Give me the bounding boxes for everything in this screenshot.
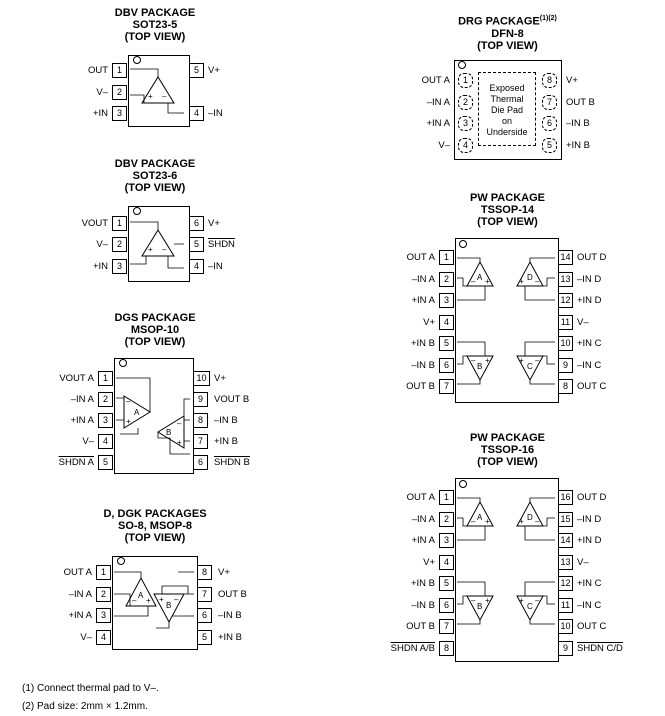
dgs-label-shdnb: SHDN B — [214, 457, 250, 468]
dso8-label-vneg: V– — [80, 632, 92, 643]
dbv5-pin-1: 1 — [112, 63, 127, 78]
dgs-pin-3: 3 — [98, 413, 113, 428]
pw16-pin-3: 3 — [439, 533, 454, 548]
dso8-label-outa: OUT A — [63, 567, 92, 578]
dbv6-label-shdn: SHDN — [208, 239, 235, 250]
dbv6-pin-4: 4 — [189, 259, 204, 274]
pw14-label-6: –IN B — [411, 359, 435, 371]
pw14-label-4: V+ — [423, 316, 435, 328]
svg-text:+: + — [148, 245, 153, 254]
svg-text:+: + — [519, 517, 524, 526]
dso8-pin-4: 4 — [96, 630, 111, 645]
pw14-label-13: –IN D — [577, 273, 602, 285]
pw14-label-3: +IN A — [411, 295, 435, 306]
pw14-pin-1: 1 — [439, 250, 454, 265]
drg-label-inb-pos: +IN B — [566, 140, 591, 151]
pw16-pin-1: 1 — [439, 490, 454, 505]
svg-text:B: B — [477, 602, 483, 611]
pw14-label-12: +IN D — [577, 295, 602, 306]
pw14-opamp-symbols — [455, 238, 557, 401]
pw16-label-7: OUT B — [406, 621, 435, 632]
svg-text:+: + — [519, 277, 524, 286]
svg-text:B: B — [477, 362, 483, 371]
svg-text:B: B — [166, 601, 172, 610]
dgs-pin-10: 10 — [193, 371, 210, 386]
dso8-pin-8: 8 — [197, 565, 212, 580]
dso8-label-ina-neg: –IN A — [68, 589, 92, 600]
svg-text:A: A — [477, 273, 483, 282]
pw16-label-10: OUT C — [577, 621, 607, 632]
pw16-pin-12: 12 — [558, 576, 573, 591]
svg-text:+: + — [148, 92, 153, 101]
dgs-label-vpos: V+ — [214, 373, 226, 384]
dgs-label-inb-neg: –IN B — [214, 415, 238, 426]
pw16-label-11: –IN C — [577, 599, 602, 611]
pw16-pin-15: 15 — [558, 512, 573, 527]
pw14-pin-9: 9 — [558, 358, 573, 373]
dso8-title: D, DGK PACKAGES SO-8, MSOP-8 (TOP VIEW) — [103, 508, 207, 544]
pw14-pin-6: 6 — [439, 358, 454, 373]
dgs-label-voutb: VOUT B — [214, 394, 250, 405]
dbv6-pin-5: 5 — [189, 237, 204, 252]
dbv6-label-inn: –IN — [208, 261, 223, 272]
dbv6-title: DBV PACKAGE SOT23-6 (TOP VIEW) — [114, 158, 196, 194]
dbv5-label-inp: +IN — [92, 108, 108, 119]
drg-pin-1: 1 — [458, 73, 473, 88]
dgs-label-ina-pos: +IN A — [70, 415, 94, 426]
pw14-pin-2: 2 — [439, 272, 454, 287]
dgs-opamp-symbols — [114, 358, 192, 472]
dgs-pin-9: 9 — [193, 392, 208, 407]
drg-pin-2: 2 — [458, 95, 473, 110]
svg-text:B: B — [166, 428, 172, 437]
pw14-pin-14: 14 — [558, 250, 573, 265]
dso8-label-inb-neg: –IN B — [218, 610, 242, 621]
dbv5-pin-5: 5 — [189, 63, 204, 78]
drg-label-ina-pos: +IN A — [426, 118, 450, 129]
exposed-thermal-pad: Exposed Thermal Die Pad on Underside — [478, 72, 536, 146]
pw16-label-1: OUT A — [406, 492, 435, 503]
dgs-pin-1: 1 — [98, 371, 113, 386]
pw14-pin-4: 4 — [439, 315, 454, 330]
svg-text:–: – — [174, 595, 179, 604]
dbv5-pin-3: 3 — [112, 106, 127, 121]
svg-text:+: + — [485, 277, 490, 286]
svg-text:–: – — [535, 277, 540, 286]
dbv6-label-vpos: V+ — [208, 218, 220, 229]
svg-text:+: + — [126, 417, 131, 426]
pw16-pin-13: 13 — [558, 555, 573, 570]
dso8-pin-3: 3 — [96, 608, 111, 623]
svg-text:–: – — [471, 596, 476, 605]
pw16-label-3: +IN A — [411, 535, 435, 546]
svg-text:+: + — [485, 517, 490, 526]
dgs-label-shdna: SHDN A — [58, 457, 94, 468]
pw16-pin-14: 14 — [558, 533, 573, 548]
dbv6-label-inp: +IN — [92, 261, 108, 272]
dgs-label-vouta: VOUT A — [59, 373, 94, 384]
pw14-label-2: –IN A — [411, 273, 435, 285]
pw16-label-4: V+ — [423, 556, 435, 568]
pw14-title: PW PACKAGE TSSOP-14 (TOP VIEW) — [470, 192, 545, 228]
svg-text:+: + — [519, 356, 524, 365]
svg-text:A: A — [134, 408, 140, 417]
drg-pin-6: 6 — [542, 116, 557, 131]
pw14-label-10: +IN C — [577, 338, 602, 349]
dbv5-label-inn: –IN — [208, 108, 223, 119]
dbv6-pin-6: 6 — [189, 216, 204, 231]
svg-text:–: – — [535, 596, 540, 605]
svg-text:+: + — [177, 438, 182, 447]
svg-text:+: + — [159, 595, 164, 604]
footnote-1: (1) Connect thermal pad to V–. — [22, 683, 159, 694]
drg-pin-4: 4 — [458, 138, 473, 153]
svg-text:–: – — [471, 356, 476, 365]
svg-text:–: – — [126, 397, 131, 406]
dgs-pin-6: 6 — [193, 455, 208, 470]
drg-label-vpos: V+ — [566, 75, 578, 86]
pw16-pin-4: 4 — [439, 555, 454, 570]
pw14-pin-8: 8 — [558, 379, 573, 394]
dso8-pin-5: 5 — [197, 630, 212, 645]
pw16-label-15: –IN D — [577, 513, 602, 525]
dgs-label-ina-neg: –IN A — [70, 394, 94, 405]
pw16-pin-5: 5 — [439, 576, 454, 591]
pw14-label-11: V– — [577, 316, 589, 328]
pw16-pin-2: 2 — [439, 512, 454, 527]
drg-pin-7: 7 — [542, 95, 557, 110]
pw16-label-14: +IN D — [577, 535, 602, 546]
dso8-label-inb-pos: +IN B — [218, 632, 243, 643]
drg-pin-5: 5 — [542, 138, 557, 153]
dbv5-label-out: OUT — [87, 65, 108, 76]
footnote-2: (2) Pad size: 2mm × 1.2mm. — [22, 701, 148, 712]
dgs-pin-4: 4 — [98, 434, 113, 449]
pw16-label-9: SHDN C/D — [577, 642, 623, 654]
dso8-pin-7: 7 — [197, 587, 212, 602]
svg-text:+: + — [519, 596, 524, 605]
pw16-label-6: –IN B — [411, 599, 435, 611]
dso8-pin-6: 6 — [197, 608, 212, 623]
svg-text:–: – — [535, 356, 540, 365]
drg-label-outb: OUT B — [566, 97, 595, 108]
pw14-pin-13: 13 — [558, 272, 573, 287]
pw16-label-5: +IN B — [410, 578, 435, 589]
dbv5-pin-2: 2 — [112, 85, 127, 100]
pw14-label-1: OUT A — [406, 252, 435, 263]
svg-text:–: – — [132, 596, 137, 605]
drg-label-vneg: V– — [438, 140, 450, 151]
svg-text:A: A — [138, 591, 144, 600]
pw16-title: PW PACKAGE TSSOP-16 (TOP VIEW) — [470, 432, 545, 468]
drg-label-outa: OUT A — [421, 75, 450, 86]
svg-text:+: + — [146, 596, 151, 605]
pw16-pin-16: 16 — [558, 490, 573, 505]
pw14-label-8: OUT C — [577, 381, 607, 392]
drg-pin-8: 8 — [542, 73, 557, 88]
pw16-opamp-symbols — [455, 478, 557, 660]
dbv6-pin-2: 2 — [112, 237, 127, 252]
dbv5-title: DBV PACKAGE SOT23-5 (TOP VIEW) — [114, 7, 196, 43]
pw16-label-8: SHDN A/B — [390, 642, 435, 654]
drg-label-inb-neg: –IN B — [566, 118, 590, 129]
svg-text:–: – — [162, 245, 167, 254]
dso8-opamp-symbols — [112, 556, 196, 648]
svg-text:C: C — [527, 602, 533, 611]
drg-title: DRG $PACKAGE^{(1)(2)}$ DFN-8 (TOP VIEW) — [458, 15, 557, 52]
dbv6-pin-3: 3 — [112, 259, 127, 274]
dbv5-pin-4: 4 — [189, 106, 204, 121]
pw16-pin-6: 6 — [439, 598, 454, 613]
dbv6-label-vneg: V– — [96, 239, 108, 250]
pw14-label-5: +IN B — [410, 338, 435, 349]
drg-label-ina-neg: –IN A — [426, 97, 450, 108]
pw14-pin-10: 10 — [558, 336, 573, 351]
pw16-label-12: +IN C — [577, 578, 602, 589]
svg-text:C: C — [527, 362, 533, 371]
dgs-pin-5: 5 — [98, 455, 113, 470]
dbv6-label-vout: VOUT — [81, 218, 108, 229]
dso8-pin-1: 1 — [96, 565, 111, 580]
dgs-pin-8: 8 — [193, 413, 208, 428]
dso8-label-ina-pos: +IN A — [68, 610, 92, 621]
svg-text:A: A — [477, 513, 483, 522]
svg-text:–: – — [162, 92, 167, 101]
pw14-pin-7: 7 — [439, 379, 454, 394]
dbv5-opamp-symbol — [128, 55, 188, 125]
pw16-label-16: OUT D — [577, 492, 607, 503]
svg-text:–: – — [471, 277, 476, 286]
pw14-pin-5: 5 — [439, 336, 454, 351]
pw16-pin-7: 7 — [439, 619, 454, 634]
dbv5-label-vpos: V+ — [208, 65, 220, 76]
dgs-label-inb-pos: +IN B — [214, 436, 239, 447]
svg-text:D: D — [527, 273, 533, 282]
pin1-marker — [458, 61, 466, 69]
dbv6-opamp-symbol — [128, 206, 188, 280]
drg-pin-3: 3 — [458, 116, 473, 131]
pw16-pin-9: 9 — [558, 641, 573, 656]
pw16-label-2: –IN A — [411, 513, 435, 525]
svg-text:–: – — [177, 419, 182, 428]
dgs-pin-7: 7 — [193, 434, 208, 449]
svg-text:–: – — [535, 517, 540, 526]
dgs-label-vneg: V– — [82, 436, 94, 447]
pw14-label-14: OUT D — [577, 252, 607, 263]
svg-text:+: + — [485, 356, 490, 365]
pw14-label-9: –IN C — [577, 359, 602, 371]
dbv6-pin-1: 1 — [112, 216, 127, 231]
svg-text:–: – — [471, 517, 476, 526]
pw14-pin-11: 11 — [558, 315, 573, 330]
svg-text:D: D — [527, 513, 533, 522]
dgs-pin-2: 2 — [98, 392, 113, 407]
pw14-pin-12: 12 — [558, 293, 573, 308]
pw14-label-7: OUT B — [406, 381, 435, 392]
dbv5-label-vneg: V– — [96, 87, 108, 98]
pw16-pin-11: 11 — [558, 598, 573, 613]
pw14-pin-3: 3 — [439, 293, 454, 308]
dso8-pin-2: 2 — [96, 587, 111, 602]
pw16-pin-10: 10 — [558, 619, 573, 634]
dgs-title: DGS PACKAGE MSOP-10 (TOP VIEW) — [114, 312, 196, 348]
pw16-label-13: V– — [577, 556, 589, 568]
pw16-pin-8: 8 — [439, 641, 454, 656]
dso8-label-vpos: V+ — [218, 567, 230, 578]
dso8-label-outb: OUT B — [218, 589, 247, 600]
svg-text:+: + — [485, 596, 490, 605]
